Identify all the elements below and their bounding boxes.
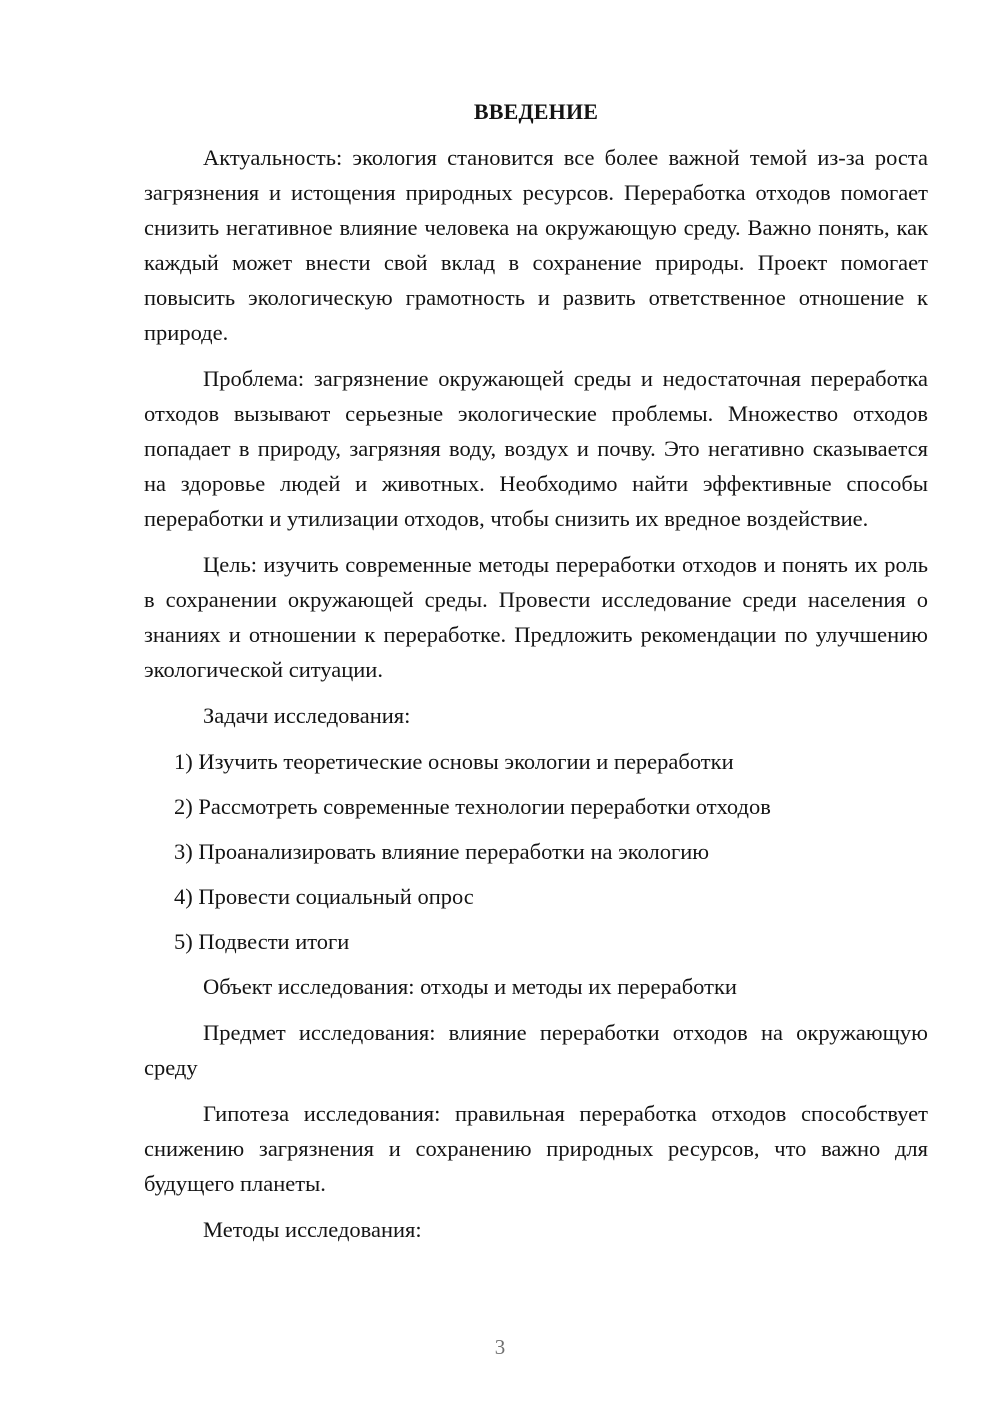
task-item: 3) Проанализировать влияние переработки на экологию: [174, 839, 710, 864]
object-paragraph: Объект исследования: отходы и методы их переработки: [203, 974, 737, 999]
task-item: 4) Провести социальный опрос: [174, 884, 474, 909]
problem-paragraph: Проблема: загрязнение окружающей среды и недостаточная переработка отходов вызывают серьезные экологические проблемы. Множество отходов попадает в природу, загрязняя воду, воздух и почву. Это негативно сказывается на здоровье людей и животных. Необходимо найти эффективные способы переработки и утилизации отходов, чтобы снизить их вредное воздействие.: [144, 366, 928, 531]
page-content: [144, 95, 928, 1258]
tasks-heading: Задачи исследования:: [203, 703, 411, 728]
task-item: 5) Подвести итоги: [174, 929, 350, 954]
relevance-paragraph: Актуальность: экология становится все более важной темой из-за роста загрязнения и истощения природных ресурсов. Переработка отходов помогает снизить негативное влияние человека на окружающую среду. Важно понять, как каждый может внести свой вклад в сохранение природы. Проект помогает повысить экологическую грамотность и развить ответственное отношение к природе.: [144, 145, 928, 345]
task-item: 1) Изучить теоретические основы экологии и переработки: [174, 749, 734, 774]
hypothesis-paragraph: Гипотеза исследования: правильная переработка отходов способствует снижению загрязнения и сохранению природных ресурсов, что важно для будущего планеты.: [144, 1101, 928, 1196]
task-item: 2) Рассмотреть современные технологии переработки отходов: [174, 794, 771, 819]
section-title: ВВЕДЕНИЕ: [473, 99, 599, 124]
goal-paragraph: Цель: изучить современные методы переработки отходов и понять их роль в сохранении окружающей среды. Провести исследование среди населения о знаниях и отношении к переработке. Предложить рекомендации по улучшению экологической ситуации.: [144, 552, 928, 682]
tasks-list: [144, 744, 928, 959]
subject-paragraph: Предмет исследования: влияние переработки отходов на окружающую среду: [144, 1020, 928, 1080]
page-number: 3: [494, 1335, 506, 1359]
methods-heading: Методы исследования:: [203, 1217, 422, 1242]
